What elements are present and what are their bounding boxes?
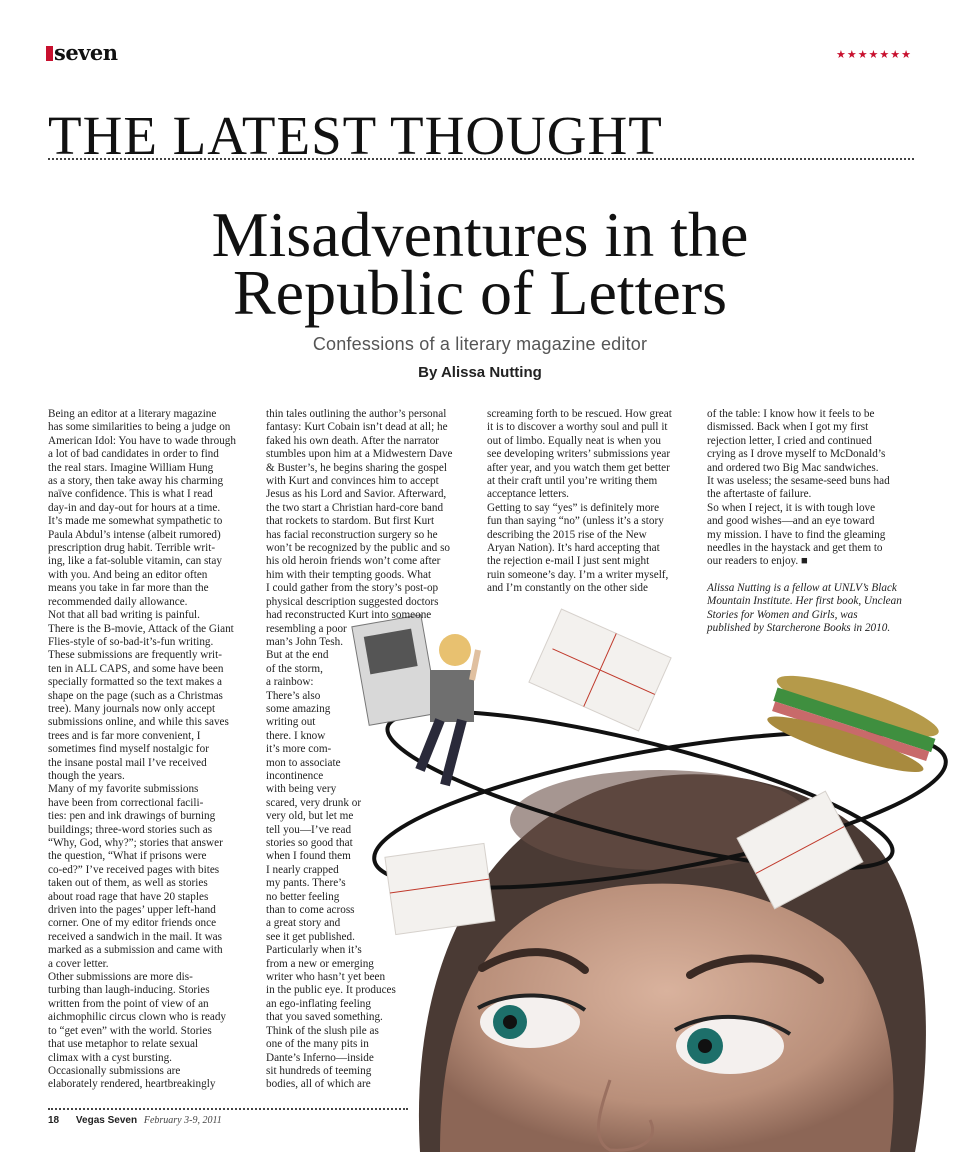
text-line: screaming forth to be rescued. How great xyxy=(487,408,672,420)
text-line: Being an editor at a literary magazine xyxy=(48,408,217,420)
text-line: see it get published. xyxy=(266,930,355,943)
text-line: taken out of them, as well as stories xyxy=(48,877,208,890)
magazine-name: Vegas Seven xyxy=(75,1115,138,1126)
text-line: stories so good that xyxy=(266,837,353,849)
text-line: tell you—I’ve read xyxy=(266,823,352,836)
text-line: thin tales outlining the author’s personal xyxy=(266,408,447,420)
text-line: tree). Many journals now only accept xyxy=(48,702,216,715)
text-line: after year, and you watch them get better xyxy=(487,461,670,474)
text-line: I nearly crapped xyxy=(266,863,339,876)
text-line: there. I know xyxy=(266,729,326,742)
text-line: that rockets to stardom. But first Kurt xyxy=(266,515,435,528)
text-line: very old, but let me xyxy=(266,810,354,823)
text-line: sit hundreds of teeming xyxy=(266,1064,372,1077)
text-line: acceptance letters. xyxy=(487,488,569,501)
text-line: dismissed. Back when I got my first xyxy=(707,421,869,434)
text-line: There is the B-movie, Attack of the Giant xyxy=(48,622,234,635)
text-column-4 xyxy=(707,408,917,569)
text-line: about road rage that have 20 staples xyxy=(48,890,209,903)
text-line: a cover letter. xyxy=(48,957,109,970)
text-line: and ordered two Big Mac sandwiches. xyxy=(707,461,879,474)
text-line: Not that all bad writing is painful. xyxy=(48,609,200,622)
text-line: Think of the slush pile as xyxy=(266,1024,379,1037)
text-column-2 xyxy=(266,408,476,1092)
brand-name: seven xyxy=(54,40,118,65)
text-line: a lot of bad candidates in order to find xyxy=(48,448,219,461)
text-line: of the table: I know how it feels to be xyxy=(707,408,875,420)
text-line: writing out xyxy=(266,716,316,729)
text-line: the question, “What if prisons were xyxy=(48,850,207,863)
text-line: incontinence xyxy=(266,769,324,782)
text-line: Dante’s Inferno—inside xyxy=(266,1051,374,1064)
text-line: Alissa Nutting is a fellow at UNLV’s Black xyxy=(707,582,897,594)
issue-date: February 3-9, 2011 xyxy=(143,1115,222,1126)
text-line: the two start a Christian hard-core band xyxy=(266,501,444,514)
text-line: out of limbo. Equally neat is when you xyxy=(487,434,662,447)
page-footer xyxy=(48,1115,222,1126)
title-line: Republic of Letters xyxy=(232,257,728,328)
author-bio xyxy=(707,582,917,636)
article-subtitle: Confessions of a literary magazine editor xyxy=(312,334,648,354)
text-line: resembling a poor xyxy=(266,622,347,635)
text-line: as a story, then take away his charming xyxy=(48,475,224,488)
text-line: has some similarities to being a judge on xyxy=(48,421,231,434)
text-line: corner. One of my editor friends once xyxy=(48,917,217,930)
title-line: Misadventures in the xyxy=(211,199,749,270)
text-line: our readers to enjoy. ■ xyxy=(707,555,808,568)
text-line: These submissions are frequently writ- xyxy=(48,649,222,662)
text-line: ties: pen and ink drawings of burning xyxy=(48,810,216,823)
page-number: 18 xyxy=(48,1115,60,1126)
text-line: scared, very drunk or xyxy=(266,796,362,809)
text-line: see developing writers’ submissions year xyxy=(487,448,671,461)
text-line: marked as a submission and came with xyxy=(48,944,223,957)
text-line: the aftertaste of failure. xyxy=(707,488,812,501)
envelope-graphic xyxy=(529,609,671,731)
text-line: that you saved something. xyxy=(266,1011,383,1024)
text-line: with being very xyxy=(266,783,337,796)
text-line: have been from correctional facili- xyxy=(48,796,204,809)
text-column-1 xyxy=(48,408,252,1092)
article-title xyxy=(0,199,960,328)
text-line: driven into the pages’ upper left-hand xyxy=(48,904,216,917)
text-line: Getting to say “yes” is definitely more xyxy=(487,501,660,514)
text-line: him with their tempting goods. What xyxy=(266,568,432,581)
text-line: the insane postal mail I’ve received xyxy=(48,756,207,769)
text-line: some amazing xyxy=(266,702,331,715)
text-line: Particularly when it’s xyxy=(266,944,362,957)
text-line: Mountain Institute. Her first book, Unclean xyxy=(707,595,902,608)
text-line: one of the many pits in xyxy=(266,1038,369,1051)
text-line: a great story and xyxy=(266,917,341,930)
text-line: buildings; three-word stories such as xyxy=(48,823,213,836)
text-line: shape on the page (such as a Christmas xyxy=(48,689,223,702)
text-line: I could gather from the story’s post-op xyxy=(266,582,439,595)
text-line: Occasionally submissions are xyxy=(48,1064,181,1077)
section-title: THE LATEST THOUGHT xyxy=(48,105,663,166)
text-line: Paula Abdul’s intense (albeit rumored) xyxy=(48,528,221,541)
text-line: had reconstructed Kurt into someone xyxy=(266,609,432,622)
text-line: a rainbow: xyxy=(266,676,314,689)
text-line: Aryan Nation). It’s hard accepting that xyxy=(487,542,660,555)
text-line: recommended daily allowance. xyxy=(48,595,188,608)
text-line: mon to associate xyxy=(266,756,341,769)
text-line: it’s more com- xyxy=(266,743,332,756)
text-line: received a sandwich in the mail. It was xyxy=(48,930,222,943)
text-line: Other submissions are more dis- xyxy=(48,971,193,984)
text-line: prescription drug habit. Terrible writ- xyxy=(48,542,216,555)
text-line: needles in the haystack and get them to xyxy=(707,542,883,555)
text-line: stumbles upon him at a Midwestern Dave xyxy=(266,448,453,461)
text-line: and I’m constantly on the other side xyxy=(487,582,648,595)
text-line: won’t be recognized by the public and so xyxy=(266,542,451,555)
byline: By Alissa Nutting xyxy=(418,364,542,381)
text-line: the real stars. Imagine William Hung xyxy=(48,461,214,474)
text-line: sometimes find myself nostalgic for xyxy=(48,743,209,756)
text-line: than to come across xyxy=(266,904,355,917)
text-line: at their craft until you’re writing them xyxy=(487,475,658,488)
text-line: it is to discover a worthy soul and pull it xyxy=(487,421,668,434)
text-line: rejection letter, I cried and continued xyxy=(707,434,872,447)
text-line: trees and is far more convenient, I xyxy=(48,729,201,742)
text-line: physical description suggested doctors xyxy=(266,595,439,608)
text-line: with Kurt and convinces him to accept xyxy=(266,475,439,488)
text-line: elaborately rendered, heartbreakingly xyxy=(48,1078,216,1091)
text-line: in the public eye. It produces xyxy=(266,984,396,997)
text-line: no better feeling xyxy=(266,890,340,903)
text-line: has facial reconstruction surgery so he xyxy=(266,528,438,541)
text-line: means you take in far more than the xyxy=(48,582,209,595)
text-line: climax with a cyst bursting. xyxy=(48,1051,172,1064)
text-line: It was useless; the sesame-seed buns had xyxy=(707,475,890,488)
text-line: “Why, God, why?”; stories that answer xyxy=(48,837,223,849)
text-line: crying as I drove myself to McDonald’s xyxy=(707,448,886,461)
text-line: when I found them xyxy=(266,850,351,863)
text-line: fun than saying “no” (unless it’s a story xyxy=(487,515,664,528)
text-line: my pants. There’s xyxy=(266,877,346,890)
text-line: Many of my favorite submissions xyxy=(48,783,199,796)
text-line: There’s also xyxy=(266,689,321,702)
text-line: aichmophilic circus clown who is ready xyxy=(48,1011,227,1024)
text-line: naïve confidence. This is what I read xyxy=(48,488,213,501)
text-column-3 xyxy=(487,408,697,596)
footer-rule xyxy=(48,1108,408,1110)
text-line: published by Starcherone Books in 2010. xyxy=(707,622,891,635)
text-line: that use metaphor to relate sexual xyxy=(48,1038,199,1051)
text-line: my mission. I have to find the gleaming xyxy=(707,528,886,541)
sandwich-graphic xyxy=(761,665,944,782)
text-line: an ego-inflating feeling xyxy=(266,997,371,1010)
text-line: So when I reject, it is with tough love xyxy=(707,501,876,514)
text-line: bodies, all of which are xyxy=(266,1078,371,1091)
text-line: submissions online, and while this saves xyxy=(48,716,229,729)
text-line: to “get even” with the world. Stories xyxy=(48,1024,212,1037)
text-line: ruin someone’s day. I’m a writer myself, xyxy=(487,568,669,581)
text-line: his old heroin friends won’t come after xyxy=(266,555,441,568)
text-line: from a new or emerging xyxy=(266,957,374,970)
text-line: co-ed?” I’ve received pages with bites xyxy=(48,863,220,876)
rating-stars: ★★★★★★★ xyxy=(835,49,912,61)
text-line: ten in ALL CAPS, and some have been xyxy=(48,662,224,675)
text-line: the rejection e-mail I just sent might xyxy=(487,555,650,568)
text-line: fantasy: Kurt Cobain isn’t dead at all; he xyxy=(266,421,448,434)
text-line: man’s John Tesh. xyxy=(266,635,344,648)
text-line: Stories for Women and Girls, was xyxy=(707,608,858,621)
text-line: turbing than laugh-inducing. Stories xyxy=(48,984,210,997)
text-line: with you. And being an editor often xyxy=(48,568,208,581)
text-line: It’s made me somewhat sympathetic to xyxy=(48,515,223,528)
text-line: Flies-style of so-bad-it’s-fun writing. xyxy=(48,635,214,648)
text-line: American Idol: You have to wade through xyxy=(48,434,236,447)
text-line: and good wishes—and an eye toward xyxy=(707,515,875,528)
text-line: faked his own death. After the narrator xyxy=(266,434,440,447)
text-line: writer who hasn’t yet been xyxy=(266,971,386,984)
text-line: Jesus as his Lord and Savior. Afterward, xyxy=(266,488,447,501)
text-line: of the storm, xyxy=(266,662,323,675)
text-line: & Buster’s, he begins sharing the gospel xyxy=(266,461,447,474)
text-line: though the years. xyxy=(48,769,125,782)
text-line: ing, like a fat-soluble vitamin, can stay xyxy=(48,555,222,568)
text-line: describing the 2015 rise of the New xyxy=(487,528,647,541)
text-line: But at the end xyxy=(266,649,329,662)
text-line: day-in and day-out for hours at a time. xyxy=(48,501,221,514)
text-line: written from the point of view of an xyxy=(48,997,209,1010)
text-line: specially formatted so the text makes a xyxy=(48,676,222,689)
